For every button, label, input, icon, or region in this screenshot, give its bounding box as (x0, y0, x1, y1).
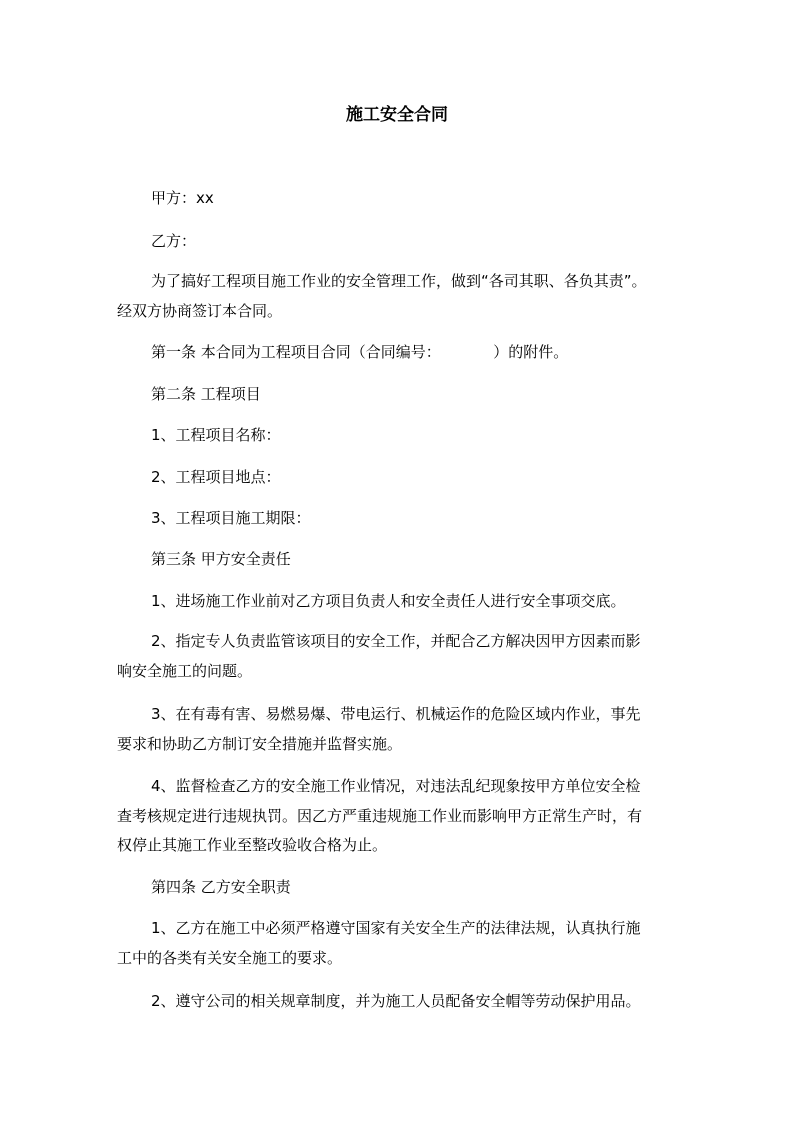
article-3-item-2-line-2: 响安全施工的问题。 (117, 661, 253, 680)
party-b-line: 乙方： (151, 232, 197, 250)
article-4-item-2: 2、遵守公司的相关规章制度，并为施工人员配备安全帽等劳动保护用品。 (151, 992, 641, 1010)
article-3-item-4-line-1: 4、监督检查乙方的安全施工作业情况，对违法乱纪现象按甲方单位安全检 (151, 777, 641, 795)
article-3-item-4-line-3: 权停止其施工作业至整改验收合格为止。 (117, 836, 388, 854)
intro-line-1: 为了搞好工程项目施工作业的安全管理工作，做到“各司其职、各负其责”。 (151, 272, 647, 290)
article-2-item-3: 3、工程项目施工期限： (151, 509, 311, 527)
article-4-item-1 (117, 914, 689, 973)
article-3-item-2-line-1: 2、指定专人负责监管该项目的安全工作，并配合乙方解决因甲方因素而影 (151, 632, 641, 650)
article-1: 第一条 本合同为工程项目合同（合同编号： ）的附件。 (151, 343, 569, 361)
article-3-item-3 (117, 700, 689, 759)
article-2-heading: 第二条 工程项目 (151, 385, 261, 403)
intro-paragraph (117, 267, 689, 326)
article-3-heading: 第三条 甲方安全责任 (151, 550, 291, 568)
article-3-item-2 (117, 627, 689, 686)
article-3-item-4-line-2: 查考核规定进行违规执罚。因乙方严重违规施工作业而影响甲方正常生产时，有 (117, 806, 643, 825)
article-2-item-2: 2、工程项目地点： (151, 468, 281, 486)
article-2-item-1: 1、工程项目名称： (151, 426, 281, 444)
article-3-item-3-line-2: 要求和协助乙方制订安全措施并监督实施。 (117, 734, 403, 753)
article-3-item-1: 1、进场施工作业前对乙方项目负责人和安全责任人进行安全事项交底。 (151, 592, 626, 610)
party-a-line: 甲方：xx (151, 189, 214, 207)
article-3-item-3-line-1: 3、在有毒有害、易燃易爆、带电运行、机械运作的危险区域内作业，事先 (151, 705, 641, 723)
article-3-item-4 (117, 772, 689, 861)
article-4-heading: 第四条 乙方安全职责 (151, 878, 291, 896)
article-4-item-1-line-1: 1、乙方在施工中必须严格遵守国家有关安全生产的法律法规，认真执行施 (151, 919, 641, 937)
article-4-item-1-line-2: 工中的各类有关安全施工的要求。 (117, 948, 343, 967)
intro-line-2: 经双方协商签订本合同。 (117, 301, 283, 320)
document-title: 施工安全合同 (346, 105, 448, 125)
